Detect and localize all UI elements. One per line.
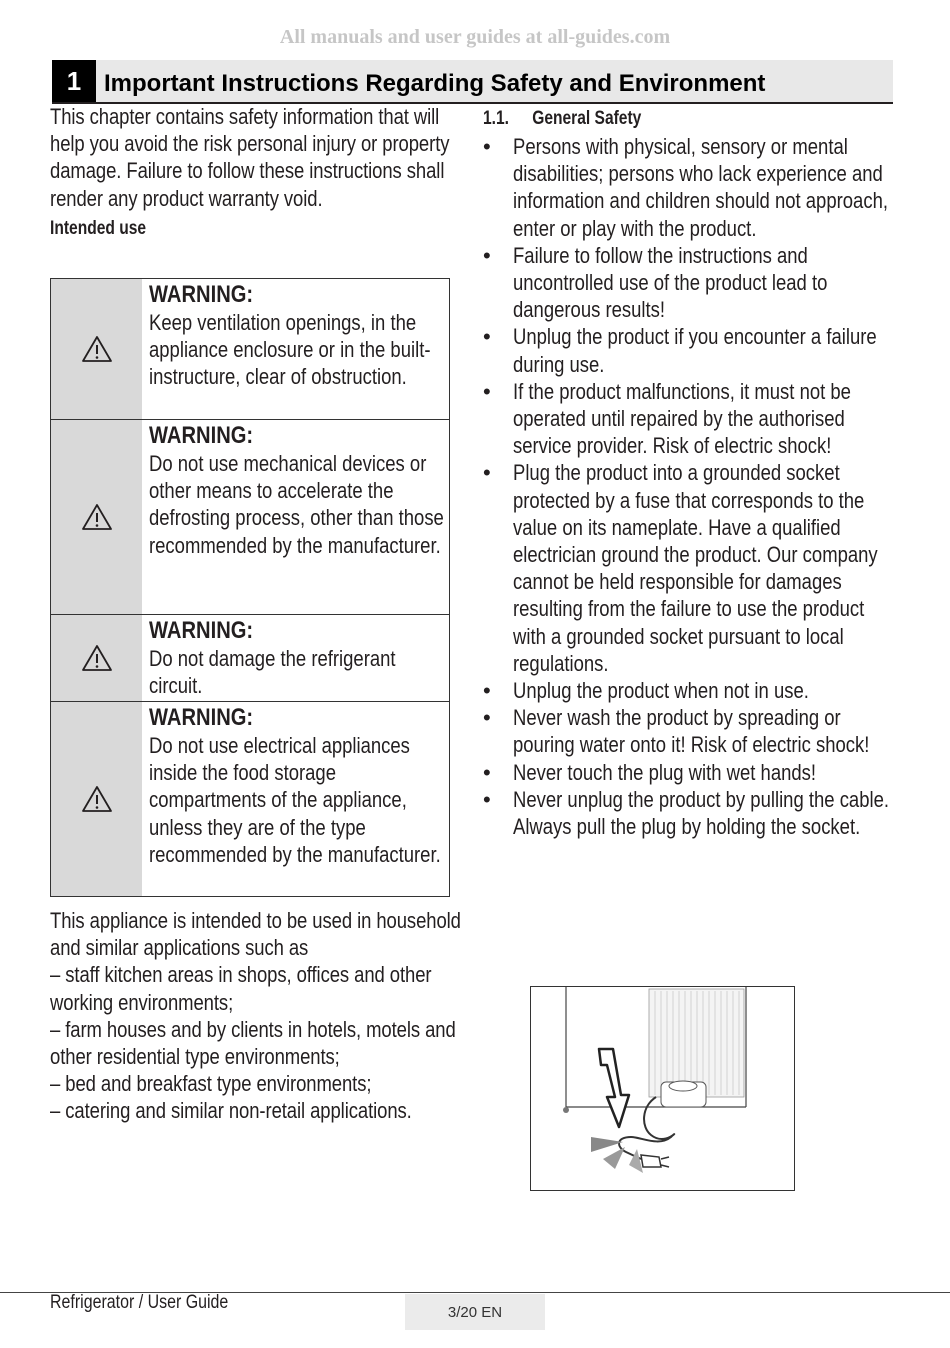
chapter-title: Important Instructions Regarding Safety and Environment [104,70,766,97]
bullet-text: Never unplug the product by pulling the cable. Always pull the plug by holding the socket. [513,786,890,840]
section-heading [483,108,811,130]
warning-table [50,278,450,897]
safety-bullet-list [483,133,913,840]
warning-triangle-icon [81,644,113,672]
bullet-text: If the product malfunctions, it must not be operated until repaired by the authorised service provider. Risk of electric shock! [513,378,851,459]
warning-text-cell [142,279,449,419]
bullet-icon: • [483,678,491,704]
bullet-text: Failure to follow the instructions and uncontrolled use of the product lead to dangerous results! [513,242,828,323]
section-number: 1.1. [483,108,509,129]
right-column [483,108,913,840]
warning-triangle-icon [81,503,113,531]
list-item [483,378,913,460]
bullet-icon: • [483,134,491,159]
electric-shock-illustration [530,986,795,1191]
warning-title: WARNING: [149,617,254,644]
intended-use-paragraph: This appliance is intended to be used in household and similar applications such as [50,908,461,961]
chapter-number: 1 [52,60,96,102]
warning-row [51,419,449,614]
intended-use-heading: Intended use [50,217,147,239]
warning-icon-cell [51,279,142,419]
warning-title: WARNING: [149,422,254,449]
list-item [483,133,913,242]
chapter-header [52,60,893,104]
intro-paragraph: This chapter contains safety information that will help you avoid the risk personal injury or property damage. Failure to follow these instructions shall render any product warranty void. [50,104,450,211]
bullet-icon: • [483,324,491,350]
left-column [50,103,460,240]
bullet-icon: • [483,242,491,268]
bullet-icon: • [483,705,491,731]
intended-use-item: – bed and breakfast type environments; [50,1071,372,1097]
bullet-icon: • [483,460,491,486]
list-item [483,323,913,377]
bullet-icon: • [483,378,491,404]
warning-title: WARNING: [149,704,254,731]
warning-text: Do not use mechanical devices or other means to accelerate the defrosting process, other than those recommended by the manufacturer. [149,451,444,558]
intended-use-text [50,907,460,1125]
intended-use-item: – staff kitchen areas in shops, offices and other working environments; [50,962,432,1015]
bullet-text: Never wash the product by spreading or pouring water onto it! Risk of electric shock! [513,705,870,758]
warning-text: Do not damage the refrigerant circuit. [149,646,396,699]
list-item [483,704,913,758]
intended-use-item: – farm houses and by clients in hotels, motels and other residential type environments; [50,1016,456,1070]
bullet-icon: • [483,759,491,785]
list-item [483,786,913,840]
bullet-text: Never touch the plug with wet hands! [513,759,817,785]
list-item [483,677,913,704]
warning-title: WARNING: [149,281,254,308]
bullet-icon: • [483,786,491,812]
warning-icon-cell [51,615,142,701]
warning-icon-cell [51,420,142,614]
warning-row [51,614,449,701]
warning-text: Do not use electrical appliances inside the food storage compartments of the appliance, unless they are of the type recommended by the manufacturer. [149,733,441,867]
footer-title: Refrigerator / User Guide [50,1292,229,1313]
refrigerator-plug-drawing [531,987,796,1192]
warning-row [51,701,449,896]
section-title: General Safety [532,108,642,129]
list-item [483,242,913,324]
list-item [483,759,913,786]
bullet-text: Plug the product into a grounded socket protected by a fuse that corresponds to the value on its nameplate. Have a qualified electrician ground the product. Our company cannot be held responsible for damages resulting from the failure to use the product with a grounded socket pursuant to local regulations. [513,460,878,676]
warning-triangle-icon [81,335,113,363]
warning-text-cell [142,420,449,614]
warning-text: Keep ventilation openings, in the appliance enclosure or in the built-instructure, clear of obstruction. [149,310,431,390]
watermark: All manuals and user guides at all-guides.com [279,26,671,48]
warning-icon-cell [51,702,142,896]
bullet-text: Persons with physical, sensory or mental disabilities; persons who lack experience and information and children should not approach, enter or play with the product. [513,134,888,241]
page-number: 3/20 EN [405,1294,545,1330]
warning-row [51,279,449,419]
warning-triangle-icon [81,785,113,813]
bullet-text: Unplug the product if you encounter a failure during use. [513,324,877,377]
list-item [483,459,913,677]
warning-text-cell [142,702,449,896]
bullet-text: Unplug the product when not in use. [513,678,809,704]
warning-text-cell [142,615,449,701]
intended-use-item: – catering and similar non-retail applications. [50,1098,412,1124]
